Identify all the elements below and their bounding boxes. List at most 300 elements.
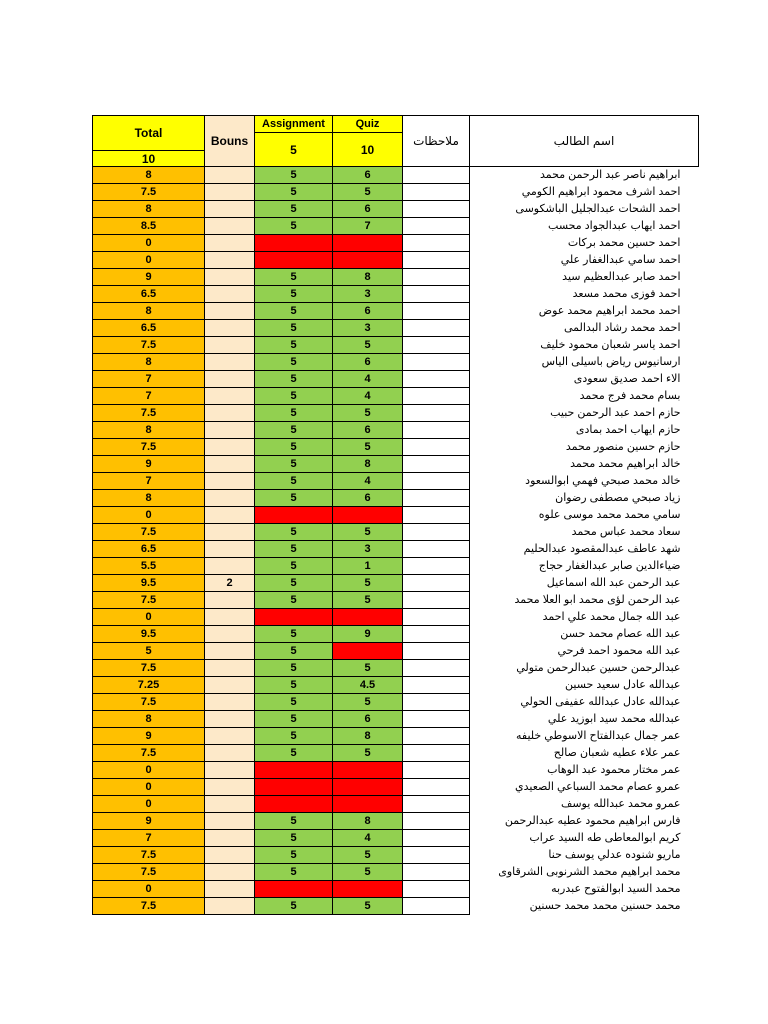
header-quiz-max[interactable]: 10 bbox=[333, 133, 403, 167]
student-name-cell[interactable]: ضياءالدين صابر عبدالغفار حجاج bbox=[538, 559, 681, 572]
table-row bbox=[93, 456, 699, 473]
assignment-cell[interactable]: 5 bbox=[255, 524, 333, 541]
assignment-cell[interactable] bbox=[255, 762, 333, 779]
assignment-cell[interactable]: 5 bbox=[255, 660, 333, 677]
student-name-cell[interactable]: بسام محمد فرج محمد bbox=[579, 389, 681, 402]
bouns-cell[interactable] bbox=[205, 269, 255, 286]
total-cell[interactable]: 0 bbox=[93, 779, 205, 796]
notes-cell[interactable] bbox=[403, 711, 470, 728]
notes-cell[interactable] bbox=[403, 473, 470, 490]
header-notes[interactable]: ملاحظات bbox=[403, 116, 470, 167]
notes-cell[interactable] bbox=[403, 660, 470, 677]
assignment-cell[interactable]: 5 bbox=[255, 218, 333, 235]
notes-cell[interactable] bbox=[403, 337, 470, 354]
total-cell[interactable]: 0 bbox=[93, 235, 205, 252]
bouns-cell[interactable] bbox=[205, 694, 255, 711]
quiz-cell[interactable]: 4 bbox=[333, 473, 403, 490]
assignment-cell[interactable]: 5 bbox=[255, 286, 333, 303]
notes-cell[interactable] bbox=[403, 269, 470, 286]
assignment-cell[interactable]: 5 bbox=[255, 320, 333, 337]
student-name-cell[interactable]: ابراهيم ناصر عبد الرحمن محمد bbox=[539, 168, 681, 181]
table-row bbox=[93, 218, 699, 235]
assignment-cell[interactable]: 5 bbox=[255, 847, 333, 864]
quiz-cell[interactable]: 5 bbox=[333, 592, 403, 609]
student-name-cell[interactable]: احمد اشرف محمود ابراهيم الكومي bbox=[521, 185, 681, 198]
table-row bbox=[93, 813, 699, 830]
quiz-cell[interactable]: 5 bbox=[333, 694, 403, 711]
bouns-cell[interactable]: 2 bbox=[205, 575, 255, 592]
notes-cell[interactable] bbox=[403, 864, 470, 881]
bouns-cell[interactable] bbox=[205, 507, 255, 524]
assignment-cell[interactable]: 5 bbox=[255, 864, 333, 881]
student-name-cell[interactable]: احمد ياسر شعبان محمود خليف bbox=[540, 338, 681, 351]
table-row bbox=[93, 524, 699, 541]
table-row bbox=[93, 320, 699, 337]
total-cell[interactable]: 8 bbox=[93, 490, 205, 507]
bouns-cell[interactable] bbox=[205, 184, 255, 201]
notes-cell[interactable] bbox=[403, 677, 470, 694]
quiz-cell[interactable]: 6 bbox=[333, 422, 403, 439]
notes-cell[interactable] bbox=[403, 320, 470, 337]
total-cell[interactable]: 9.5 bbox=[93, 575, 205, 592]
quiz-cell[interactable]: 8 bbox=[333, 813, 403, 830]
quiz-cell[interactable]: 5 bbox=[333, 575, 403, 592]
bouns-cell[interactable] bbox=[205, 252, 255, 269]
assignment-cell[interactable]: 5 bbox=[255, 337, 333, 354]
total-cell[interactable]: 7.5 bbox=[93, 660, 205, 677]
assignment-cell[interactable]: 5 bbox=[255, 541, 333, 558]
student-name-cell[interactable]: احمد حسين محمد بركات bbox=[567, 236, 681, 249]
quiz-cell[interactable]: 8 bbox=[333, 269, 403, 286]
assignment-cell[interactable]: 5 bbox=[255, 201, 333, 218]
notes-cell[interactable] bbox=[403, 286, 470, 303]
student-name-cell[interactable]: حازم احمد عبد الرحمن حبيب bbox=[550, 406, 681, 419]
assignment-cell[interactable]: 5 bbox=[255, 728, 333, 745]
quiz-cell[interactable]: 5 bbox=[333, 660, 403, 677]
assignment-cell[interactable]: 5 bbox=[255, 490, 333, 507]
total-cell[interactable]: 8 bbox=[93, 201, 205, 218]
quiz-cell[interactable]: 3 bbox=[333, 541, 403, 558]
quiz-cell[interactable] bbox=[333, 252, 403, 269]
table-row bbox=[93, 473, 699, 490]
assignment-cell[interactable]: 5 bbox=[255, 473, 333, 490]
bouns-cell[interactable] bbox=[205, 235, 255, 252]
total-cell[interactable]: 9.5 bbox=[93, 626, 205, 643]
notes-cell[interactable] bbox=[403, 881, 470, 898]
assignment-cell[interactable] bbox=[255, 507, 333, 524]
total-cell[interactable]: 9 bbox=[93, 728, 205, 745]
assignment-cell[interactable]: 5 bbox=[255, 303, 333, 320]
assignment-cell[interactable]: 5 bbox=[255, 643, 333, 660]
student-name-cell[interactable]: عبد الله محمود احمد فرحي bbox=[557, 644, 681, 657]
header-quiz[interactable]: Quiz bbox=[333, 116, 403, 133]
assignment-cell[interactable]: 5 bbox=[255, 711, 333, 728]
notes-cell[interactable] bbox=[403, 592, 470, 609]
bouns-cell[interactable] bbox=[205, 881, 255, 898]
table-row bbox=[93, 269, 699, 286]
total-cell[interactable]: 6.5 bbox=[93, 541, 205, 558]
notes-cell[interactable] bbox=[403, 745, 470, 762]
bouns-cell[interactable] bbox=[205, 388, 255, 405]
bouns-cell[interactable] bbox=[205, 286, 255, 303]
table-row bbox=[93, 371, 699, 388]
student-name-cell[interactable]: سعاد محمد عباس محمد bbox=[571, 525, 681, 538]
bouns-cell[interactable] bbox=[205, 405, 255, 422]
quiz-cell[interactable]: 4.5 bbox=[333, 677, 403, 694]
assignment-cell[interactable]: 5 bbox=[255, 677, 333, 694]
total-cell[interactable]: 7 bbox=[93, 371, 205, 388]
total-cell[interactable]: 5.5 bbox=[93, 558, 205, 575]
student-name-cell[interactable]: عبد الله عصام محمد حسن bbox=[560, 627, 681, 640]
bouns-cell[interactable] bbox=[205, 337, 255, 354]
total-cell[interactable]: 0 bbox=[93, 507, 205, 524]
notes-cell[interactable] bbox=[403, 728, 470, 745]
total-cell[interactable]: 7.5 bbox=[93, 898, 205, 915]
student-name-cell[interactable]: عبدالله عادل سعيد حسين bbox=[565, 678, 681, 691]
total-cell[interactable]: 0 bbox=[93, 796, 205, 813]
student-name-cell[interactable]: عمر علاء عطيه شعبان صالح bbox=[553, 746, 681, 759]
notes-cell[interactable] bbox=[403, 609, 470, 626]
student-name-cell[interactable]: ارسانيوس رياض باسيلى الياس bbox=[541, 355, 681, 368]
notes-cell[interactable] bbox=[403, 541, 470, 558]
total-cell[interactable]: 7.5 bbox=[93, 694, 205, 711]
quiz-cell[interactable]: 4 bbox=[333, 830, 403, 847]
student-name-cell[interactable]: احمد سامي عبدالغفار علي bbox=[560, 253, 681, 266]
table-row bbox=[93, 677, 699, 694]
student-name-cell[interactable]: عمر جمال عبدالفتاح الاسوطي خليفه bbox=[516, 729, 681, 742]
bouns-cell[interactable] bbox=[205, 626, 255, 643]
student-name-cell[interactable]: محمد ابراهيم محمد الشرنوبى الشرقاوى bbox=[498, 865, 681, 878]
table-row bbox=[93, 184, 699, 201]
notes-cell[interactable] bbox=[403, 575, 470, 592]
quiz-cell[interactable]: 6 bbox=[333, 201, 403, 218]
bouns-cell[interactable] bbox=[205, 218, 255, 235]
assignment-cell[interactable]: 5 bbox=[255, 626, 333, 643]
bouns-cell[interactable] bbox=[205, 847, 255, 864]
student-name-cell[interactable]: عبد الله جمال محمد علي احمد bbox=[542, 610, 681, 623]
total-cell[interactable]: 9 bbox=[93, 269, 205, 286]
assignment-cell[interactable]: 5 bbox=[255, 830, 333, 847]
notes-cell[interactable] bbox=[403, 507, 470, 524]
student-name-cell[interactable]: عبدالله محمد سيد ابوزيد علي bbox=[547, 712, 681, 725]
notes-cell[interactable] bbox=[403, 405, 470, 422]
assignment-cell[interactable]: 5 bbox=[255, 745, 333, 762]
notes-cell[interactable] bbox=[403, 456, 470, 473]
table-row bbox=[93, 745, 699, 762]
student-name-cell[interactable]: عبدالرحمن حسين عبدالرحمن متولي bbox=[516, 661, 681, 674]
assignment-cell[interactable]: 5 bbox=[255, 405, 333, 422]
bouns-cell[interactable] bbox=[205, 167, 255, 184]
total-cell[interactable]: 7.5 bbox=[93, 847, 205, 864]
assignment-cell[interactable]: 5 bbox=[255, 422, 333, 439]
notes-cell[interactable] bbox=[403, 388, 470, 405]
assignment-cell[interactable]: 5 bbox=[255, 167, 333, 184]
total-cell[interactable]: 7 bbox=[93, 473, 205, 490]
notes-cell[interactable] bbox=[403, 830, 470, 847]
bouns-cell[interactable] bbox=[205, 660, 255, 677]
quiz-cell[interactable]: 5 bbox=[333, 898, 403, 915]
notes-cell[interactable] bbox=[403, 184, 470, 201]
bouns-cell[interactable] bbox=[205, 898, 255, 915]
total-cell[interactable]: 9 bbox=[93, 813, 205, 830]
quiz-cell[interactable]: 4 bbox=[333, 388, 403, 405]
quiz-cell[interactable]: 1 bbox=[333, 558, 403, 575]
total-cell[interactable]: 7 bbox=[93, 388, 205, 405]
student-name-cell[interactable]: الاء احمد صديق سعودى bbox=[573, 372, 681, 385]
quiz-cell[interactable]: 6 bbox=[333, 354, 403, 371]
table-row bbox=[93, 779, 699, 796]
total-cell[interactable]: 7.5 bbox=[93, 184, 205, 201]
total-cell[interactable]: 8 bbox=[93, 354, 205, 371]
student-name-cell[interactable]: احمد الشحات عبدالجليل الباشكوسى bbox=[515, 202, 681, 215]
student-name-cell[interactable]: عبدالله عادل عبدالله عفيفى الحولي bbox=[520, 695, 681, 708]
grades-table bbox=[92, 115, 699, 915]
total-cell[interactable]: 0 bbox=[93, 881, 205, 898]
table-row bbox=[93, 796, 699, 813]
total-cell[interactable]: 8 bbox=[93, 303, 205, 320]
student-name-cell[interactable]: محمد السيد ابوالفتوح عبدربه bbox=[551, 882, 681, 895]
notes-cell[interactable] bbox=[403, 898, 470, 915]
student-name-cell[interactable]: عبد الرحمن عبد الله اسماعيل bbox=[546, 576, 681, 589]
quiz-cell[interactable]: 6 bbox=[333, 167, 403, 184]
assignment-cell[interactable]: 5 bbox=[255, 813, 333, 830]
quiz-cell[interactable] bbox=[333, 779, 403, 796]
student-name-cell[interactable]: زياد صبحي مصطفى رضوان bbox=[555, 491, 681, 504]
notes-cell[interactable] bbox=[403, 626, 470, 643]
notes-cell[interactable] bbox=[403, 847, 470, 864]
bouns-cell[interactable] bbox=[205, 643, 255, 660]
table-row bbox=[93, 405, 699, 422]
bouns-cell[interactable] bbox=[205, 728, 255, 745]
table-row bbox=[93, 609, 699, 626]
student-name-cell[interactable]: احمد محمد رشاد البدالمى bbox=[564, 321, 681, 334]
student-name-cell[interactable]: عمرو محمد عبدالله يوسف bbox=[560, 797, 681, 810]
quiz-cell[interactable] bbox=[333, 609, 403, 626]
quiz-cell[interactable]: 6 bbox=[333, 711, 403, 728]
bouns-cell[interactable] bbox=[205, 439, 255, 456]
total-cell[interactable]: 7.5 bbox=[93, 592, 205, 609]
assignment-cell[interactable] bbox=[255, 796, 333, 813]
student-name-cell[interactable]: فارس ابراهيم محمود عطيه عبدالرحمن bbox=[504, 814, 681, 827]
notes-cell[interactable] bbox=[403, 252, 470, 269]
quiz-cell[interactable]: 7 bbox=[333, 218, 403, 235]
student-name-cell[interactable]: ماريو شنوده عدلي يوسف حنا bbox=[548, 848, 681, 861]
notes-cell[interactable] bbox=[403, 439, 470, 456]
header-assignment[interactable]: Assignment bbox=[255, 116, 333, 133]
student-name-cell[interactable]: سامي محمد محمد موسى علوه bbox=[538, 508, 681, 521]
total-cell[interactable]: 7.5 bbox=[93, 405, 205, 422]
notes-cell[interactable] bbox=[403, 354, 470, 371]
notes-cell[interactable] bbox=[403, 524, 470, 541]
total-cell[interactable]: 6.5 bbox=[93, 286, 205, 303]
total-cell[interactable]: 0 bbox=[93, 762, 205, 779]
table-row bbox=[93, 592, 699, 609]
table-row bbox=[93, 660, 699, 677]
notes-cell[interactable] bbox=[403, 762, 470, 779]
bouns-cell[interactable] bbox=[205, 490, 255, 507]
notes-cell[interactable] bbox=[403, 201, 470, 218]
notes-cell[interactable] bbox=[403, 422, 470, 439]
quiz-cell[interactable]: 5 bbox=[333, 439, 403, 456]
quiz-cell[interactable]: 4 bbox=[333, 371, 403, 388]
notes-cell[interactable] bbox=[403, 796, 470, 813]
assignment-cell[interactable] bbox=[255, 235, 333, 252]
quiz-cell[interactable]: 5 bbox=[333, 405, 403, 422]
quiz-cell[interactable]: 5 bbox=[333, 745, 403, 762]
assignment-cell[interactable]: 5 bbox=[255, 371, 333, 388]
notes-cell[interactable] bbox=[403, 371, 470, 388]
header-assignment-max[interactable]: 5 bbox=[255, 133, 333, 167]
total-cell[interactable]: 7.5 bbox=[93, 337, 205, 354]
assignment-cell[interactable]: 5 bbox=[255, 456, 333, 473]
table-row bbox=[93, 643, 699, 660]
bouns-cell[interactable] bbox=[205, 677, 255, 694]
assignment-cell[interactable]: 5 bbox=[255, 575, 333, 592]
table-row bbox=[93, 898, 699, 915]
assignment-cell[interactable] bbox=[255, 609, 333, 626]
notes-cell[interactable] bbox=[403, 303, 470, 320]
bouns-cell[interactable] bbox=[205, 609, 255, 626]
student-name-cell[interactable]: احمد ايهاب عبدالجواد محسب bbox=[548, 219, 681, 232]
bouns-cell[interactable] bbox=[205, 473, 255, 490]
quiz-cell[interactable]: 3 bbox=[333, 320, 403, 337]
quiz-cell[interactable] bbox=[333, 643, 403, 660]
notes-cell[interactable] bbox=[403, 643, 470, 660]
notes-cell[interactable] bbox=[403, 490, 470, 507]
bouns-cell[interactable] bbox=[205, 711, 255, 728]
student-name-cell[interactable]: عمر مختار محمود عبد الوهاب bbox=[547, 763, 681, 776]
table-row bbox=[93, 881, 699, 898]
bouns-cell[interactable] bbox=[205, 541, 255, 558]
table-row bbox=[93, 864, 699, 881]
notes-cell[interactable] bbox=[403, 694, 470, 711]
table-row bbox=[93, 575, 699, 592]
bouns-cell[interactable] bbox=[205, 422, 255, 439]
total-cell[interactable]: 8 bbox=[93, 422, 205, 439]
student-name-cell[interactable]: حازم ايهاب احمد بمادى bbox=[575, 423, 681, 436]
bouns-cell[interactable] bbox=[205, 864, 255, 881]
header-total-max[interactable]: 10 bbox=[93, 151, 205, 167]
total-cell[interactable]: 8 bbox=[93, 167, 205, 184]
bouns-cell[interactable] bbox=[205, 745, 255, 762]
assignment-cell[interactable]: 5 bbox=[255, 898, 333, 915]
total-cell[interactable]: 6.5 bbox=[93, 320, 205, 337]
total-cell[interactable]: 8 bbox=[93, 711, 205, 728]
student-name-cell[interactable]: خالد محمد صبحي فهمي ابوالسعود bbox=[525, 474, 681, 487]
notes-cell[interactable] bbox=[403, 218, 470, 235]
assignment-cell[interactable]: 5 bbox=[255, 592, 333, 609]
total-cell[interactable]: 7 bbox=[93, 830, 205, 847]
bouns-cell[interactable] bbox=[205, 456, 255, 473]
table-row bbox=[93, 235, 699, 252]
bouns-cell[interactable] bbox=[205, 524, 255, 541]
total-cell[interactable]: 8.5 bbox=[93, 218, 205, 235]
bouns-cell[interactable] bbox=[205, 813, 255, 830]
bouns-cell[interactable] bbox=[205, 592, 255, 609]
quiz-cell[interactable]: 8 bbox=[333, 728, 403, 745]
assignment-cell[interactable]: 5 bbox=[255, 269, 333, 286]
bouns-cell[interactable] bbox=[205, 830, 255, 847]
notes-cell[interactable] bbox=[403, 779, 470, 796]
assignment-cell[interactable] bbox=[255, 881, 333, 898]
table-row bbox=[93, 728, 699, 745]
quiz-cell[interactable]: 3 bbox=[333, 286, 403, 303]
total-cell[interactable]: 0 bbox=[93, 252, 205, 269]
bouns-cell[interactable] bbox=[205, 354, 255, 371]
assignment-cell[interactable]: 5 bbox=[255, 439, 333, 456]
table-row bbox=[93, 711, 699, 728]
quiz-cell[interactable]: 5 bbox=[333, 847, 403, 864]
quiz-cell[interactable] bbox=[333, 881, 403, 898]
student-name-cell[interactable]: خالد ابراهيم محمد محمد bbox=[570, 457, 681, 470]
total-cell[interactable]: 7.5 bbox=[93, 524, 205, 541]
quiz-cell[interactable] bbox=[333, 507, 403, 524]
notes-cell[interactable] bbox=[403, 813, 470, 830]
total-cell[interactable]: 0 bbox=[93, 609, 205, 626]
student-name-cell[interactable]: شهد عاطف عبدالمقصود عبدالحليم bbox=[523, 542, 681, 555]
quiz-cell[interactable]: 8 bbox=[333, 456, 403, 473]
total-cell[interactable]: 5 bbox=[93, 643, 205, 660]
bouns-cell[interactable] bbox=[205, 303, 255, 320]
student-name-cell[interactable]: عمرو عصام محمد السباعي الصعيدي bbox=[515, 780, 681, 793]
quiz-cell[interactable]: 6 bbox=[333, 303, 403, 320]
assignment-cell[interactable] bbox=[255, 779, 333, 796]
quiz-cell[interactable]: 9 bbox=[333, 626, 403, 643]
assignment-cell[interactable] bbox=[255, 252, 333, 269]
quiz-cell[interactable]: 5 bbox=[333, 524, 403, 541]
total-cell[interactable]: 7.5 bbox=[93, 439, 205, 456]
header-total[interactable]: Total bbox=[93, 116, 205, 151]
bouns-cell[interactable] bbox=[205, 201, 255, 218]
bouns-cell[interactable] bbox=[205, 779, 255, 796]
bouns-cell[interactable] bbox=[205, 371, 255, 388]
student-name-cell[interactable]: كريم ابوالمعاطى طه السيد عراب bbox=[529, 831, 681, 844]
total-cell[interactable]: 7.5 bbox=[93, 864, 205, 881]
quiz-cell[interactable]: 5 bbox=[333, 184, 403, 201]
student-name-cell[interactable]: احمد محمد ابراهيم محمد عوض bbox=[538, 304, 681, 317]
student-name-cell[interactable]: محمد حسنين محمد محمد حسنين bbox=[529, 899, 681, 912]
assignment-cell[interactable]: 5 bbox=[255, 388, 333, 405]
quiz-cell[interactable] bbox=[333, 762, 403, 779]
total-cell[interactable]: 9 bbox=[93, 456, 205, 473]
bouns-cell[interactable] bbox=[205, 320, 255, 337]
student-name-cell[interactable]: احمد فوزى محمد مسعد bbox=[572, 287, 681, 300]
notes-cell[interactable] bbox=[403, 167, 470, 184]
table-row bbox=[93, 354, 699, 371]
header-bouns[interactable]: Bouns bbox=[205, 116, 255, 167]
bouns-cell[interactable] bbox=[205, 796, 255, 813]
notes-cell[interactable] bbox=[403, 235, 470, 252]
bouns-cell[interactable] bbox=[205, 762, 255, 779]
quiz-cell[interactable] bbox=[333, 796, 403, 813]
quiz-cell[interactable]: 5 bbox=[333, 864, 403, 881]
quiz-cell[interactable]: 6 bbox=[333, 490, 403, 507]
student-name-cell[interactable]: حازم حسين منصور محمد bbox=[565, 440, 681, 453]
assignment-cell[interactable]: 5 bbox=[255, 558, 333, 575]
total-cell[interactable]: 7.5 bbox=[93, 745, 205, 762]
header-student-name[interactable]: اسم الطالب bbox=[470, 116, 699, 167]
student-name-cell[interactable]: عبد الرحمن لؤى محمد ابو العلا محمد bbox=[514, 593, 681, 606]
quiz-cell[interactable]: 5 bbox=[333, 337, 403, 354]
assignment-cell[interactable]: 5 bbox=[255, 184, 333, 201]
quiz-cell[interactable] bbox=[333, 235, 403, 252]
student-name-cell[interactable]: احمد صابر عبدالعظيم سيد bbox=[562, 270, 681, 283]
notes-cell[interactable] bbox=[403, 558, 470, 575]
assignment-cell[interactable]: 5 bbox=[255, 694, 333, 711]
bouns-cell[interactable] bbox=[205, 558, 255, 575]
assignment-cell[interactable]: 5 bbox=[255, 354, 333, 371]
total-cell[interactable]: 7.25 bbox=[93, 677, 205, 694]
